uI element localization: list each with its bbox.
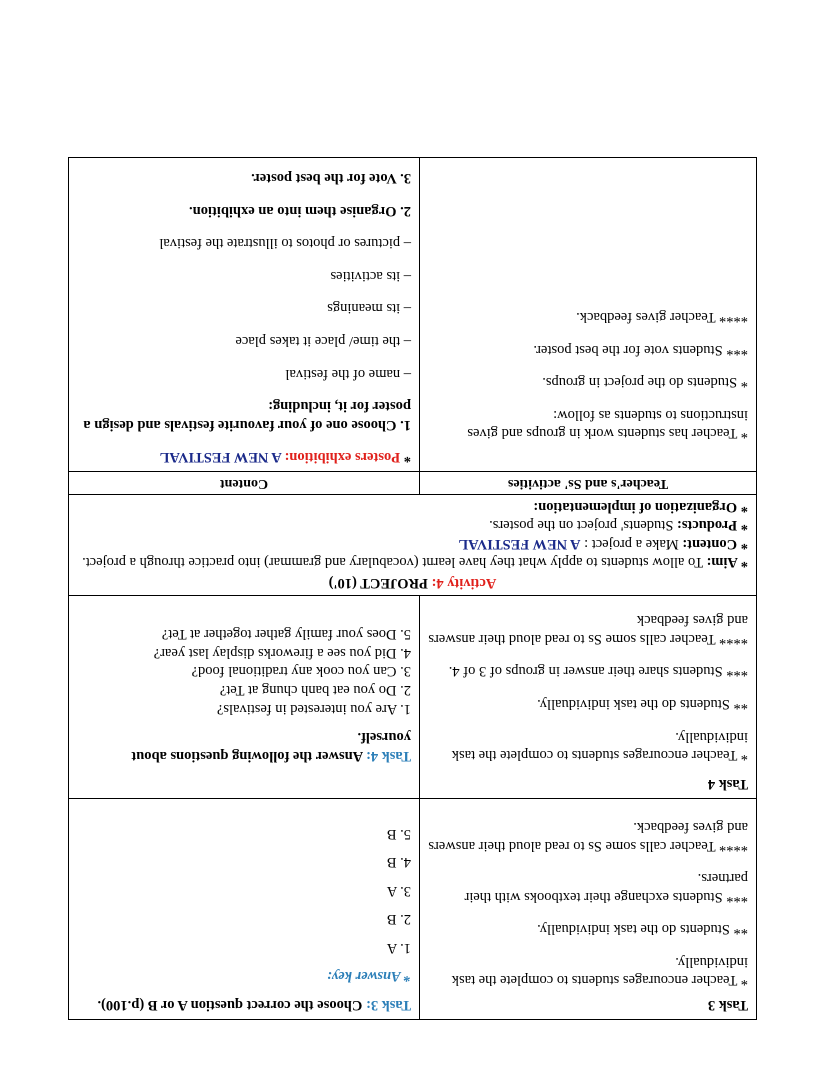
answer-1: 1. A <box>386 939 411 956</box>
project-left-cell <box>420 157 757 471</box>
task3-step-4: **** Teacher calls some Ss to read aloud their answers and gives feedback. <box>428 819 748 854</box>
project-instruction-2: 2. Organise them into an exhibition. <box>189 202 411 219</box>
content-line <box>77 534 748 553</box>
content-text: Make a project : <box>580 535 683 552</box>
products-label: * Products: <box>676 517 748 534</box>
project-step-2: * Students do the project in groups. <box>542 374 748 391</box>
project-right-cell <box>69 157 420 471</box>
project-instruction-3: 3. Vote for the best poster. <box>251 170 411 187</box>
task4-step-4: **** Teacher calls some Ss to read aloud their answers and gives feedback <box>428 612 748 647</box>
aim-text: To allow students to apply what they have learnt (vocabulary and grammar) into practice through a project. <box>82 554 707 571</box>
products-text: Students' project on the posters. <box>489 517 677 534</box>
task4-step-1: * Teacher encourages students to complete the task individually. <box>451 728 748 764</box>
lesson-plan-document <box>69 157 757 1020</box>
header-content: Content <box>69 472 420 495</box>
question-2: 2. Do you eat banh chung at Tet? <box>219 681 411 698</box>
products-line <box>77 516 748 535</box>
task3-left-title: Task 3 <box>707 997 748 1013</box>
activity4-label: Activity 4: <box>431 574 497 591</box>
aim-line <box>77 553 748 572</box>
task3-right-cell <box>69 798 420 1019</box>
task3-label: Task 3: <box>365 997 411 1013</box>
poster-item-time-place: – the time/ place it takes place <box>235 332 411 349</box>
poster-item-meanings: – its meanings <box>327 300 411 317</box>
task4-step-3: *** Students share their answer in groups of 3 of 4. <box>448 663 748 680</box>
task4-step-2: ** Students do the task individually. <box>537 695 748 712</box>
poster-item-pictures: – pictures or photos to illustrate the festival <box>159 235 411 252</box>
header-row <box>69 472 757 495</box>
poster-item-name: – name of the festival <box>285 365 411 382</box>
content-highlight: A NEW FESTIVAL <box>458 535 581 552</box>
activity4-row <box>69 495 757 596</box>
activity4-title-text: PROJECT (10') <box>328 574 432 591</box>
project-step-4: **** Teacher gives feedback. <box>576 308 748 325</box>
answer-5: 5. B <box>386 825 411 842</box>
aim-label: * Aim: <box>706 554 748 571</box>
task4-label: Task 4: <box>365 747 411 764</box>
task3-step-2: ** Students do the task individually. <box>537 921 748 938</box>
project-step-3: *** Students vote for the best poster. <box>533 341 748 358</box>
project-step-1: * Teacher has students work in groups and gives instructions to students as follow: <box>467 406 748 442</box>
answer-2: 2. B <box>386 911 411 928</box>
answer-4: 4. B <box>386 854 411 871</box>
task3-step-3: *** Students exchange their textbooks with their partners. <box>464 870 748 905</box>
task3-row <box>69 798 757 1019</box>
task4-instruction: Answer the following questions about yourself. <box>131 729 411 764</box>
activity4-cell <box>69 495 757 596</box>
header-activities: Teacher's and Ss' activities <box>420 472 757 495</box>
project-instruction-1: 1. Choose one of your favourite festivals and design a poster for it, including: <box>83 398 411 433</box>
answer-key-label: * Answer key: <box>326 968 411 985</box>
poster-prefix: * <box>400 449 411 466</box>
poster-highlight: A NEW FESTIVAL <box>159 449 285 466</box>
project-row <box>69 157 757 471</box>
task4-row <box>69 595 757 798</box>
poster-label: Posters exhibition: <box>284 449 401 466</box>
task3-heading <box>77 995 411 1014</box>
question-5: 5. Does your family gather together at Tet? <box>161 626 411 643</box>
question-3: 3. Can you cook any traditional food? <box>191 663 411 680</box>
content-label: * Content: <box>682 535 748 552</box>
poster-item-activities: – its activities <box>330 267 411 284</box>
task4-heading <box>77 728 411 765</box>
task3-left-cell <box>420 798 757 1019</box>
poster-exhibition-line <box>77 448 411 467</box>
task4-left-title: Task 4 <box>707 775 748 792</box>
organization-label: * Organization of implementation: <box>533 498 748 515</box>
question-1: 1. Are you interested in festivals? <box>216 700 411 717</box>
task3-step-1: * Teacher encourages students to complete the task individually. <box>451 953 748 989</box>
task4-left-cell <box>420 595 757 798</box>
task4-right-cell <box>69 595 420 798</box>
answer-3: 3. A <box>386 882 411 899</box>
lesson-table <box>68 157 757 1020</box>
task3-instruction: Choose the correct question A or B (p.100). <box>97 997 366 1013</box>
activity4-title <box>77 573 748 592</box>
question-4: 4. Did you see a fireworks display last year? <box>153 644 411 661</box>
